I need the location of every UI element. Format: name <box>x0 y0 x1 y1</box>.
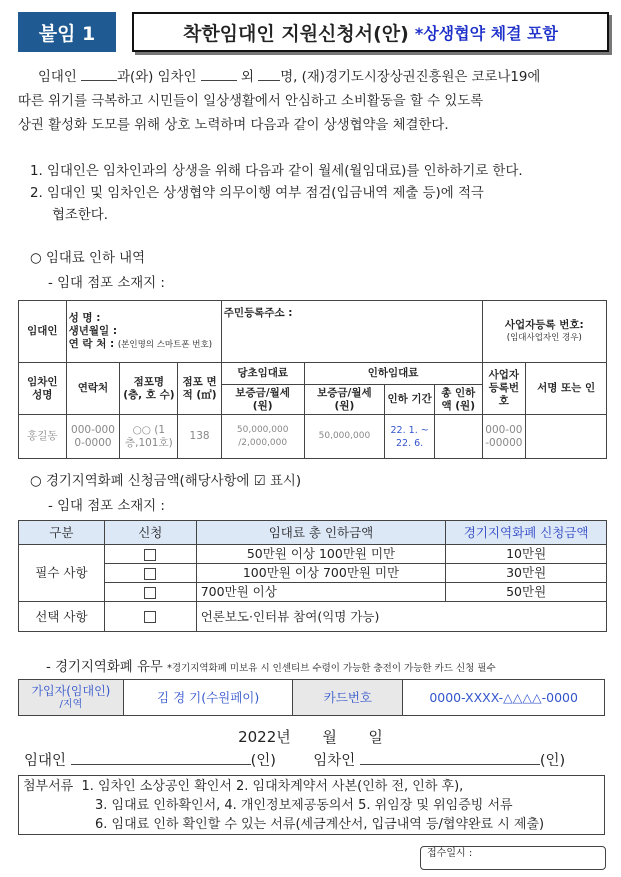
section2-title-a: ○ 경기지역화폐 신청금액(해당사항에 <box>30 474 250 489</box>
apply-checkbox-1[interactable] <box>104 545 196 564</box>
amount-2: 30만원 <box>446 564 607 583</box>
subscriber-name[interactable]: 김 경 기(수원페이) <box>123 680 293 716</box>
section-rent-reduction-title: ○ 임대료 인하 내역 <box>30 251 146 266</box>
biz-reg-note: (임대사업자인 경우) <box>506 332 582 343</box>
shop-location-label-2: - 임대 점포 소재지 : <box>48 499 165 514</box>
subscriber-label <box>19 680 124 716</box>
intro-line: 따른 위기를 극복하고 시민들이 일상생활에서 안심하고 소비활동을 할 수 있도록 <box>18 94 484 109</box>
section3-title: - 경기지역화폐 유무 <box>46 660 163 675</box>
landlord-label: 임대인 <box>19 301 67 363</box>
section3-note: *경기지역화폐 미보유 시 인센티브 수령이 가능한 충전이 가능한 카드 신청 필수 <box>167 663 496 674</box>
col-currency-amount: 경기지역화폐 신청금액 <box>446 521 607 545</box>
subscriber-label-text: 가입자(임대인) <box>31 683 111 698</box>
tenant-name-header: 임차인 성명 <box>19 363 67 415</box>
col-total-reduction: 임대료 총 인하금액 <box>196 521 446 545</box>
terms-list <box>30 161 607 227</box>
example-contact: 000-000 0-0000 <box>66 415 120 459</box>
amount-3: 50만원 <box>446 583 607 602</box>
apply-checkbox-3[interactable] <box>104 583 196 602</box>
total-header: 총 인하액 (원) <box>434 385 482 415</box>
landlord-birth-field: 생년월일 : <box>68 324 118 337</box>
example-row <box>19 415 607 459</box>
range-1: 50만원 이상 100만원 미만 <box>196 545 446 564</box>
blank-landlord <box>81 68 117 81</box>
intro-text: 임대인 <box>38 70 77 85</box>
intro-paragraph <box>18 66 605 138</box>
example-total[interactable] <box>434 415 482 459</box>
example-reduced: 50,000,000 <box>304 415 385 459</box>
shop-location-label: - 임대 점포 소재지 : <box>48 276 165 291</box>
date-line <box>0 726 621 747</box>
example-area: 138 <box>178 415 221 459</box>
tenant-sign-field[interactable] <box>360 752 540 765</box>
local-currency-table <box>18 520 607 632</box>
biz-reg-label: 사업자등록 번호: <box>504 318 584 331</box>
attachments-line-1: 1. 임차인 소상공인 확인서 2. 임대차계약서 사본(인하 전, 인하 후), <box>81 779 464 794</box>
date-year: 2022년 <box>238 728 291 746</box>
attachments-label: 첨부서류 <box>23 779 74 794</box>
range-2: 100만원 이상 700만원 미만 <box>196 564 446 583</box>
area-header: 점포 면적 (㎡) <box>178 363 221 415</box>
receipt-datetime-box[interactable] <box>420 846 606 870</box>
attachments-line-2: 3. 임대료 인하확인서, 4. 개인정보제공동의서 5. 위임장 및 위임증빙 서류 <box>95 798 513 813</box>
term-2: 2. 임대인 및 임차인은 상생협약 의무이행 여부 점검(입금내역 제출 등)에 적극 <box>30 186 484 201</box>
landlord-contact-field: 연 락 처 : <box>68 337 115 350</box>
reduced-rent-header: 인하임대료 <box>304 363 482 385</box>
col-category: 구분 <box>19 521 105 545</box>
term-2-cont: 협조한다. <box>52 208 108 223</box>
landlord-name-field: 성 명 : <box>68 311 101 324</box>
blank-count <box>258 68 280 81</box>
orig-rent-header: 당초임대료 <box>221 363 304 385</box>
col-apply: 신청 <box>104 521 196 545</box>
intro-text: 과(와) 임차인 <box>117 70 197 85</box>
section-local-currency-title <box>30 470 301 489</box>
tenant-sign-label: 임차인 <box>313 753 356 769</box>
optional-row: 언론보도·인터뷰 참여(익명 가능) <box>196 602 606 632</box>
period-header: 인하 기간 <box>385 385 435 415</box>
section2-title-b: 표시) <box>270 474 302 489</box>
document-title <box>132 12 609 52</box>
example-shop: ○○ (1층,101호) <box>120 415 178 459</box>
date-month: 월 <box>322 728 337 746</box>
signature-line <box>24 749 609 770</box>
range-3: 700만원 이상 <box>196 583 446 602</box>
resident-address-field[interactable]: 주민등록주소 : <box>221 301 482 363</box>
orig-deposit-header: 보증금/월세 (원) <box>221 385 304 415</box>
intro-line: 상권 활성화 도모를 위해 상호 노력하며 다음과 같이 상생협약을 체결한다. <box>18 118 449 133</box>
reduced-deposit-header: 보증금/월세 (원) <box>304 385 385 415</box>
biz-no-header: 사업자 등록번호 <box>482 363 526 415</box>
receipt-label: 접수일시 : <box>427 848 473 859</box>
apply-checkbox-2[interactable] <box>104 564 196 583</box>
attachments-line-3: 6. 임대료 인하 확인할 수 있는 서류(세금계산서, 입금내역 등/협약완료 시 제출) <box>95 817 545 832</box>
landlord-seal: (인) <box>250 753 276 769</box>
contact-header: 연락처 <box>66 363 120 415</box>
card-number-label: 카드번호 <box>293 680 403 716</box>
contact-note: (본인명의 스마트폰 번호) <box>117 339 213 350</box>
amount-1: 10만원 <box>446 545 607 564</box>
intro-text: 명, (재)경기도시장상권진흥원은 코로나19에 <box>280 70 541 85</box>
header <box>18 12 605 52</box>
landlord-sign-label: 임대인 <box>24 753 67 769</box>
attachment-badge: 붙임 1 <box>18 12 116 52</box>
landlord-sign-field[interactable] <box>71 752 251 765</box>
subscriber-table <box>18 679 605 716</box>
example-tenant: 홍길동 <box>19 415 67 459</box>
biz-reg-field[interactable] <box>482 301 606 363</box>
attachments-box <box>18 775 605 835</box>
title-accent: *상생협약 체결 포함 <box>414 23 559 43</box>
sign-header: 서명 또는 인 <box>526 363 607 415</box>
term-1: 1. 임대인은 임차인과의 상생을 위해 다음과 같이 월세(월임대료)를 인하하기로 한다. <box>30 164 523 179</box>
landlord-info[interactable] <box>66 301 221 363</box>
shop-header: 점포명 (층, 호 수) <box>120 363 178 415</box>
blank-tenant <box>201 68 237 81</box>
apply-checkbox-4[interactable] <box>104 602 196 632</box>
title-main: 착한임대인 지원신청서(안) <box>182 22 409 45</box>
subscriber-region-text: /지역 <box>59 698 83 710</box>
card-number[interactable]: 0000-XXXX-△△△△-0000 <box>403 680 605 716</box>
tenant-seal: (인) <box>539 753 566 769</box>
optional-label: 선택 사항 <box>19 602 105 632</box>
local-currency-ownership <box>46 656 496 675</box>
rent-reduction-table <box>18 300 607 459</box>
example-sign[interactable] <box>526 415 607 459</box>
intro-text: 외 <box>241 70 254 85</box>
date-day: 일 <box>368 728 383 746</box>
example-period: 22. 1. ~ 22. 6. <box>385 415 435 459</box>
required-label: 필수 사항 <box>19 545 105 602</box>
example-orig: 50,000,000 /2,000,000 <box>221 415 304 459</box>
example-biz: 000-00 -00000 <box>482 415 526 459</box>
checkbox-icon: ☑ <box>253 474 266 489</box>
